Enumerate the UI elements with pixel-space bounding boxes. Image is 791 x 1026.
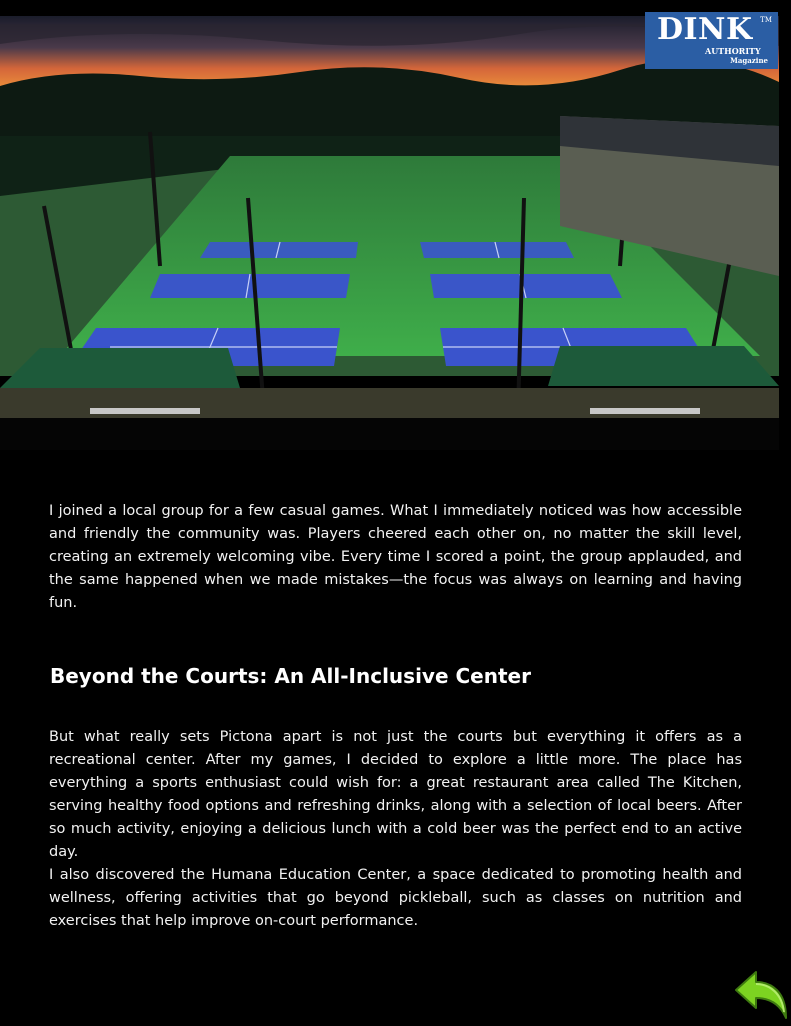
logo-magazine: Magazine — [730, 56, 768, 65]
logo-main: DINK — [657, 12, 753, 47]
article-paragraph-1: I joined a local group for a few casual games. What I immediately noticed was how accessible and friendly the community was. Players cheered each other on, no matter the skill level, creating an extremely welcoming vibe. Every time I scored a point, the group applauded, and the same happened when we made mistakes—the focus was always on learning and having fun. — [49, 503, 742, 611]
dink-authority-logo[interactable] — [645, 12, 778, 69]
back-arrow-icon — [732, 968, 790, 1022]
article-paragraph-3: I also discovered the Humana Education Center, a space dedicated to promoting health and wellness, offering activities that go beyond pickleball, such as classes on nutrition and exercises that help improve on-court performance. — [49, 867, 742, 929]
pickleball-courts-photo — [0, 12, 779, 450]
hero-photo — [0, 12, 779, 450]
logo-authority: AUTHORITY — [705, 46, 761, 56]
back-button[interactable] — [732, 968, 790, 1022]
section-heading: Beyond the Courts: An All-Inclusive Center — [50, 664, 531, 688]
logo-tm: TM — [760, 16, 772, 24]
article-paragraph-2: But what really sets Pictona apart is not just the courts but everything it offers as a recreational center. After my games, I decided to explore a little more. The place has everything a sports enthusiast could wish for: a great restaurant area called The Kitchen, serving healthy food options and refreshing drinks, along with a selection of local beers. After so much activity, enjoying a delicious lunch with a cold beer was the perfect end to an active day. — [49, 729, 742, 860]
